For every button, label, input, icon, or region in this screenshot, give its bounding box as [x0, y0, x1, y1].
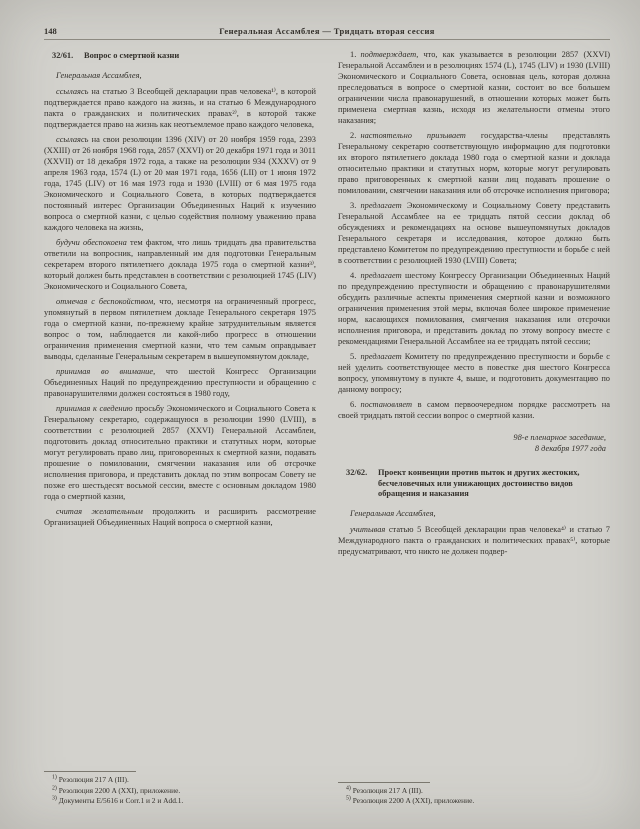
operative-number: 2. [350, 131, 357, 140]
left-column [44, 49, 316, 807]
resolution-heading-3262 [346, 468, 610, 500]
footnote-separator [44, 771, 136, 772]
paragraph-text: , что шестой Конгресс Организации Объединенных Наций по предупреждению преступности и обращению с правонарушителями должен состояться в 1980 году, [44, 366, 316, 398]
footnote [338, 786, 610, 796]
paragraph-lead: будучи обеспокоена [56, 237, 127, 247]
preamble-paragraph [338, 524, 610, 557]
footnote-text: Резолюция 217 A (III). [352, 785, 423, 795]
footnote-text: Резолюция 2200 A (XXI), приложение. [58, 785, 181, 795]
operative-number: 3. [350, 201, 357, 210]
paragraph-text: , что, как указывается в резолюции 2857 (XXVI) Генеральной Ассамблеи и в резолюциях 1574 (L), 1745 (LIV) и 1930 (LVIII) Экономического и Социального Совета, основная цель, которая должна преследоваться в вопросе о смертной казни, состоит во все большем ограничении числа правонарушений, в отношении которых может быть применена смертная казнь, исходя из желательности отмены этого наказания; [338, 50, 610, 125]
operative-number: 4. [350, 271, 357, 280]
paragraph-lead: принимая к сведению [56, 403, 133, 413]
resolution-number: 32/62. [346, 468, 368, 477]
paragraph-text: в самом первоочередном порядке рассмотреть на своей тридцать пятой сессии вопрос о смертной казни. [338, 400, 610, 420]
paragraph-text: продолжить и расширить рассмотрение Организацией Объединенных Наций вопроса о смертной казни, [44, 506, 316, 527]
preamble-paragraph [44, 506, 316, 528]
resolution-number: 32/61. [52, 51, 74, 60]
footnotes-right [338, 778, 610, 807]
resolution-title: Вопрос о смертной казни [84, 51, 180, 60]
adoption-note [338, 432, 606, 454]
preamble-paragraph [44, 86, 316, 130]
operative-paragraph [338, 130, 610, 196]
paragraph-lead: подтверждает [360, 50, 417, 59]
operative-paragraph [338, 399, 610, 421]
paragraph-lead: настоятельно призывает [360, 131, 466, 140]
paragraph-lead: предлагает [360, 271, 402, 280]
footnote-separator [338, 782, 430, 783]
paragraph-text: на статью 3 Всеобщей декларации прав человека¹⁾, в которой подтверждается право каждого на жизнь, и на статью 6 Международного пакта о гражданских и политических правах²⁾, в которой также подтверждается право на жизнь как неотъемлемое право каждого человека, [44, 86, 316, 129]
footnote [338, 796, 610, 806]
preamble-paragraph [44, 366, 316, 399]
footnote-marker: 4) [346, 785, 351, 792]
paragraph-text: , что, несмотря на ограниченный прогресс, упомянутый в первом пятилетнем докладе Генерального секретаря 1975 года о смертной казни, по-прежнему крайне затруднительным является вопрос о том, наблюдается ли какой-либо прогресс в отношении ограничения применения смертной казни, что тем самым оправдывает выводы, сделанные Генеральным секретарем в вышеупомянутом докладе, [44, 296, 316, 361]
paragraph-lead: считая желательным [56, 506, 143, 516]
paragraph-lead: учитывая [350, 524, 386, 534]
paragraph-text: шестому Конгрессу Организации Объединенных Наций по предупреждению преступности и обращению с правонарушителями обсудить различные аспекты применения смертной казни и возможного ограничения применения этой меры, включая более широкое применение норм, касающихся помилования, смягчения наказания или отсрочки исполнения приговора, и представить доклад по этому вопросу вместе с рекомендациями Генеральной Ассамблее на ее тридцать пятой сессии; [338, 271, 610, 346]
footnote-marker: 5) [346, 795, 351, 802]
paragraph-lead: предлагает [360, 352, 402, 361]
paragraph-text: просьбу Экономического и Социального Совета к Генеральному секретарю, содержащуюся в резолюции 1990 (LVIII), в соответствии с резолюцией 2857 (XXVI) Генеральной Ассамблеи, подготовить доклад относительно практики и статутных норм, которые могут регулировать право лиц, приговоренных к смертной казни, подавать прошение о помиловании, смягчении наказания или об отсрочке исполнения приговора, и представить доклад по этим вопросам Совету не позже его шестьдесят восьмой сессии, вместе с основным докладом 1980 года о смертной казни, [44, 403, 316, 501]
resolution-title: Проект конвенции против пыток и других жестоких, бесчеловечных или унижающих достоинство видов обращения и наказания [378, 468, 580, 498]
paragraph-text: тем фактом, что лишь тридцать два правительства ответили на вопросник, направленный им для подготовки Генеральным секретарем второго пятилетнего доклада 1975 года о смертной казни³⁾, который должен быть представлен в соответствии с резолюцией 1745 (LIV) Экономического и Социального Совета, [44, 237, 316, 291]
footnote-marker: 2) [52, 785, 57, 792]
paragraph-lead: ссылаясь [56, 86, 89, 96]
page-header [44, 26, 610, 40]
footnote-text: Резолюция 217 A (III). [58, 775, 129, 785]
preamble-paragraph [44, 237, 316, 292]
footnote [44, 786, 316, 796]
footnote [44, 796, 316, 806]
operative-paragraph [338, 49, 610, 126]
footnote [44, 775, 316, 785]
operative-number: 6. [350, 400, 357, 409]
resolution-opening: Генеральная Ассамблея, [56, 70, 142, 80]
paragraph-lead: предлагает [360, 201, 402, 210]
preamble-paragraph [44, 296, 316, 362]
preamble-paragraph [44, 134, 316, 233]
paragraph-text: Экономическому и Социальному Совету представить Генеральной Ассамблее на ее тридцать пятой сессии доклад об обсуждениях и рекомендациях на основе вышеупомянутых докладов Генерального секретаря и исследования, которое должно быть представлено Комитетом по предупреждению преступности и борьбе с ней в соответствии с резолюцией 1930 (LVIII) Совета; [338, 201, 610, 265]
footnote-marker: 3) [52, 795, 57, 802]
paragraph-lead: ссылаясь [56, 134, 89, 144]
resolution-heading-3261 [52, 51, 316, 62]
preamble-paragraph [44, 403, 316, 502]
paragraph-lead: постановляет [360, 400, 413, 409]
operative-number: 5. [350, 352, 357, 361]
footnotes-left [44, 767, 316, 807]
footnote-text: Резолюция 2200 A (XXI), приложение. [352, 796, 475, 806]
adoption-meeting: 98-е пленарное заседание, [513, 433, 606, 442]
footnote-marker: 1) [52, 774, 57, 781]
two-column-body [44, 49, 610, 807]
running-header: Генеральная Ассамблея — Тридцать вторая сессия [219, 26, 435, 36]
adoption-date: 8 декабря 1977 года [534, 444, 606, 453]
paragraph-lead: отмечая с беспокойством [56, 296, 154, 306]
operative-number: 1. [350, 50, 357, 59]
page-number: 148 [44, 26, 57, 36]
operative-paragraph [338, 200, 610, 266]
paragraph-text: статью 5 Всеобщей декларации прав человека⁴⁾ и статью 7 Международного пакта о гражданских и политических правах⁵⁾, которые предусматривают, что никто не должен подвер- [338, 524, 610, 556]
operative-paragraph [338, 270, 610, 347]
footnote-text: Документы E/5616 и Corr.1 и 2 и Add.1. [58, 796, 184, 806]
paragraph-text: государства-члены представлять Генеральному секретарю соответствующую информацию для подготовки их второго пятилетнего доклада 1980 года о смертной казни и доклада относительно практики и статутных норм, которые могут регулировать право приговоренных к смертной казни лиц подавать прошение о помиловании, смягчении наказания или об отсрочке исполнения приговора; [338, 131, 610, 195]
paragraph-text: Комитету по предупреждению преступности и борьбе с ней уделить соответствующее место в повестке дня шестого Конгресса вопросу, упомянутому в пункте 4, выше, и подготовить документацию по данному вопросу; [338, 352, 610, 394]
resolution-opening: Генеральная Ассамблея, [350, 508, 436, 518]
paragraph-text: на свои резолюции 1396 (XIV) от 20 ноября 1959 года, 2393 (XXIII) от 26 ноября 1968 года, 2857 (XXVI) от 20 декабря 1971 года и 3011 (XXVII) от 18 декабря 1972 года, а также на резолюции 934 (XXXV) от 9 апреля 1963 года, 1574 (L) от 20 мая 1971 года, 1656 (LII) от 1 июня 1972 года, 1745 (LIV) от 16 мая 1973 года и 1930 (LVIII) от 6 мая 1975 года Экономического и Социального Совета, в которых подтверждается постоянный интерес Организации Объединенных Наций к изучению вопроса о смертной казни, с целью содействия полному уважению права каждого человека на жизнь, [44, 134, 316, 232]
paragraph-lead: принимая во внимание [56, 366, 154, 376]
right-column [338, 49, 610, 807]
operative-paragraph [338, 351, 610, 395]
